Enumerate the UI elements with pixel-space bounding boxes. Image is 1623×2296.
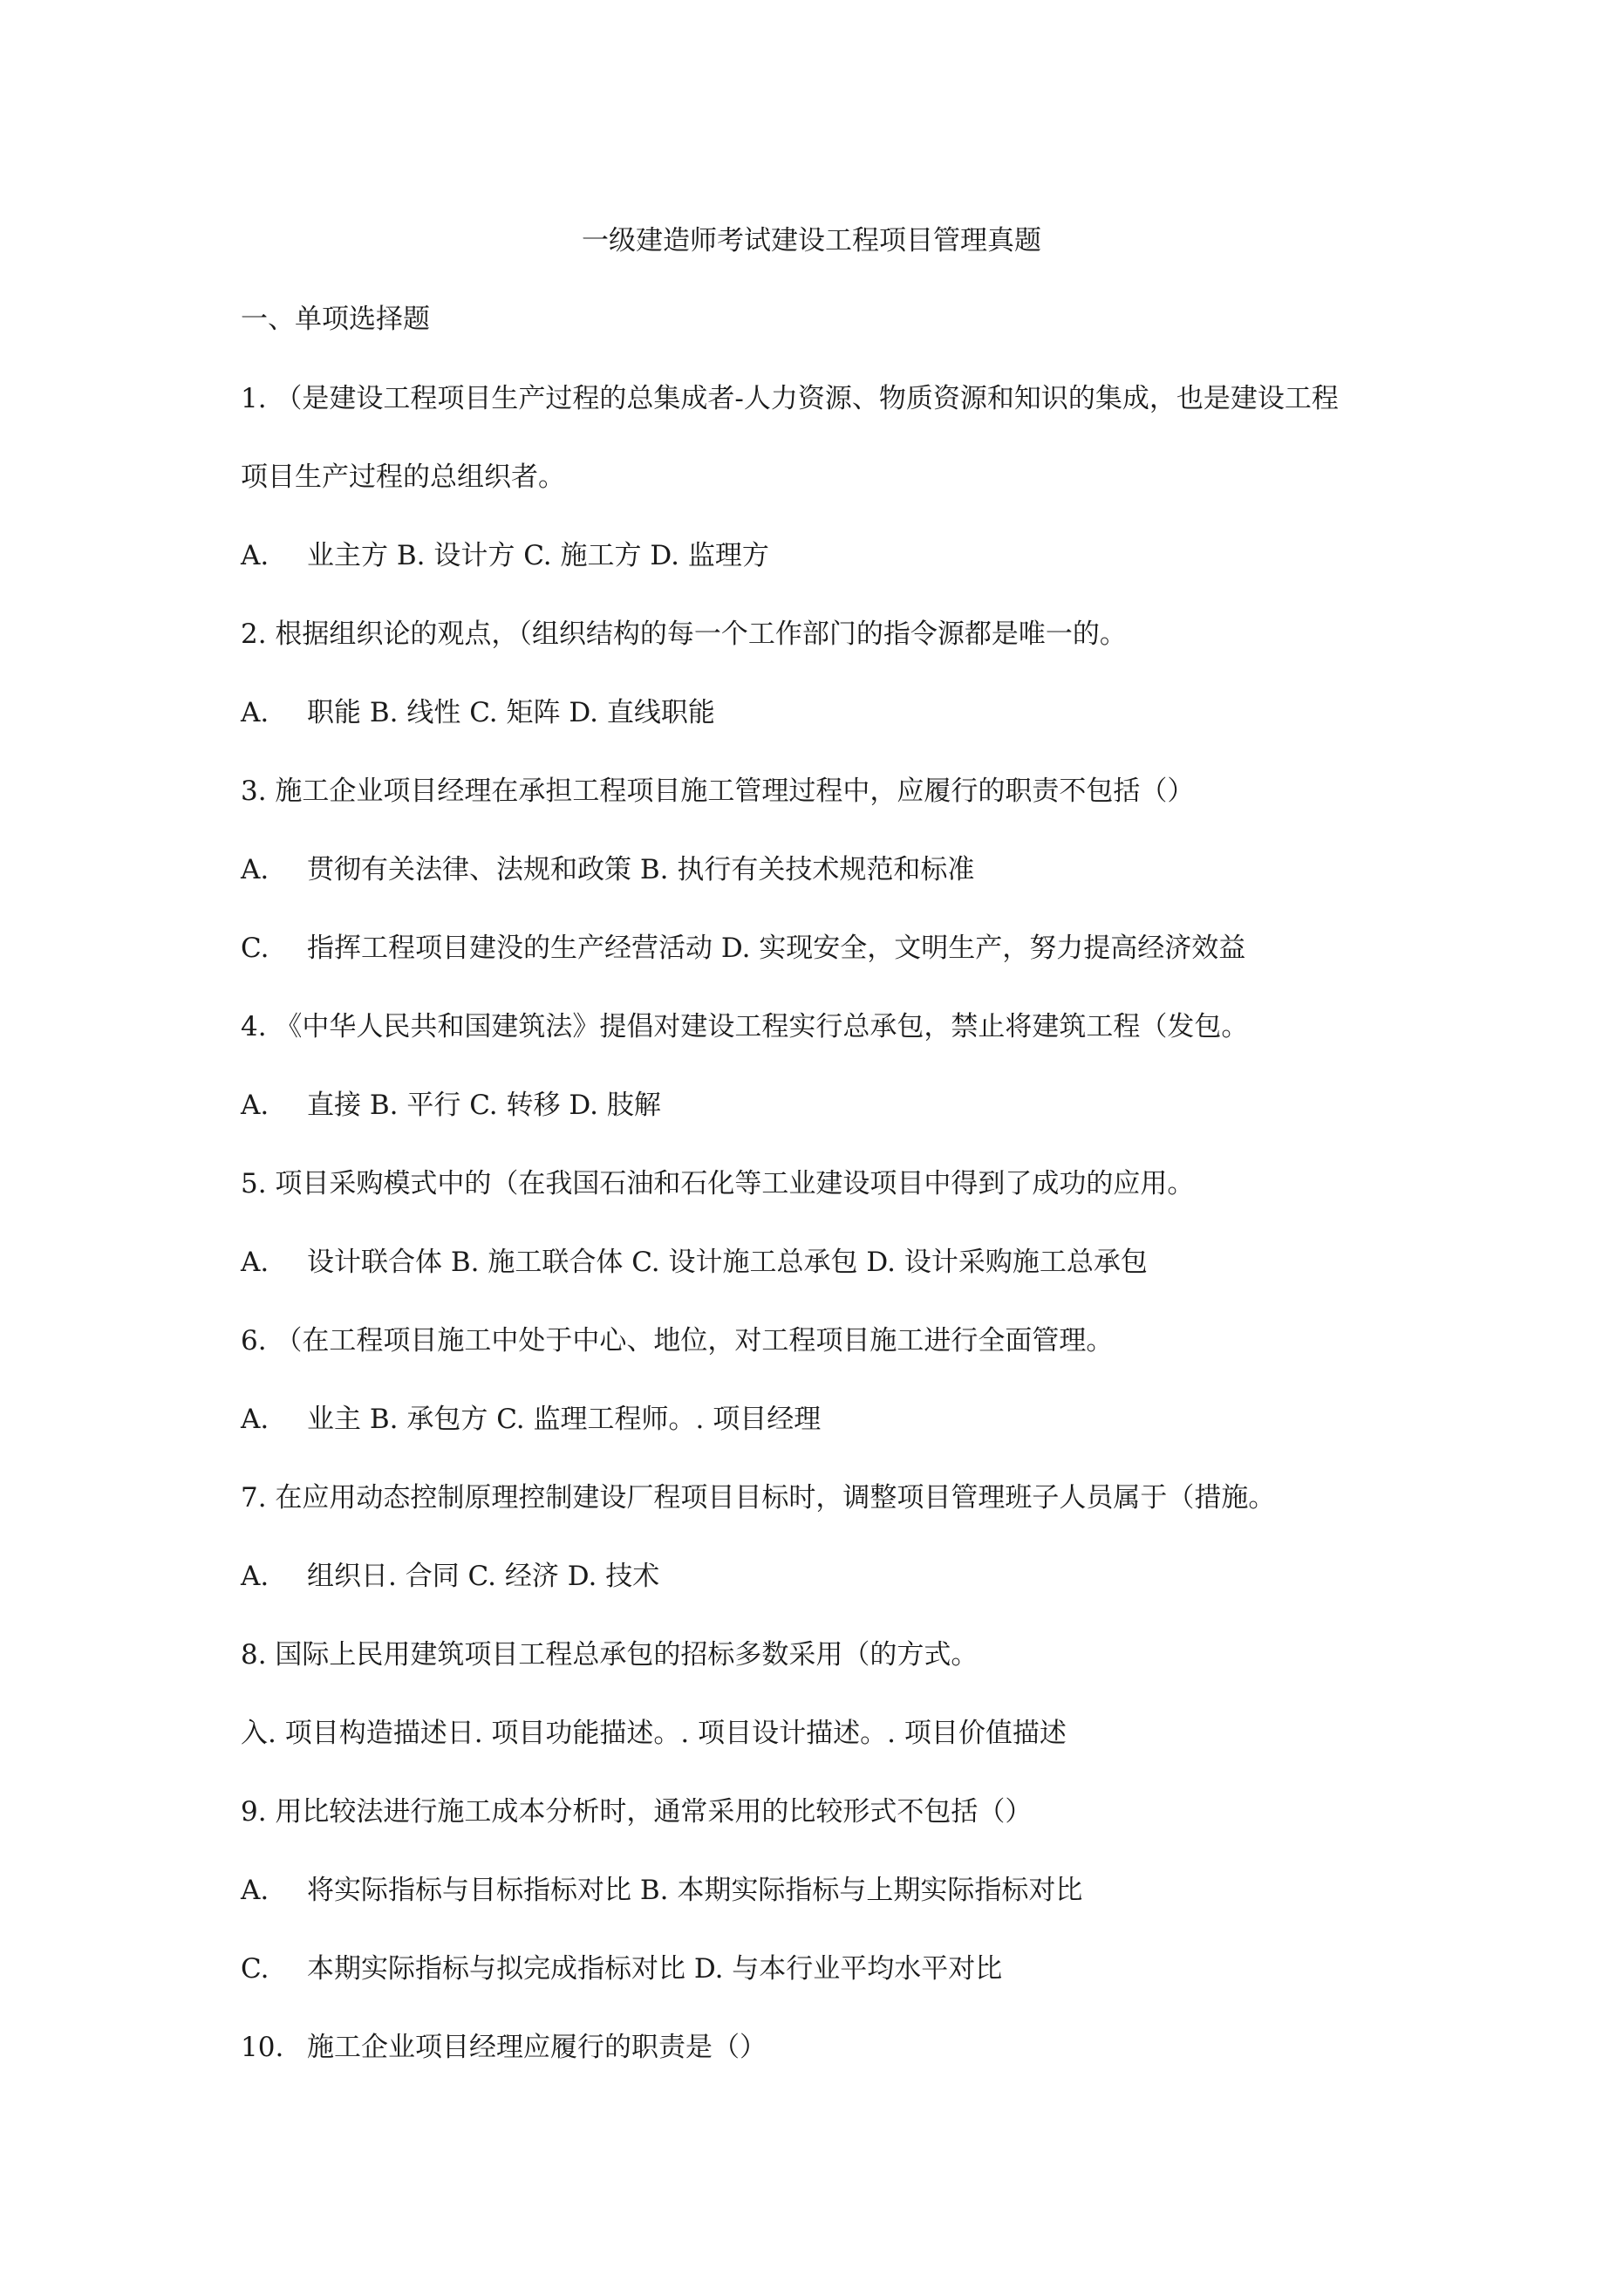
option-label: A.: [241, 697, 269, 728]
question-2-options: [241, 695, 715, 730]
question-1-options: [241, 538, 769, 573]
question-text: 施工企业项目经理应履行的职责是（）: [307, 2032, 767, 2063]
question-number: 10.: [241, 2032, 284, 2063]
section-heading: 一、单项选择题: [241, 304, 430, 335]
question-7-options: [241, 1559, 659, 1594]
question-1-line-1: 1. （是建设工程项目生产过程的总集成者-人力资源、物质资源和知识的集成，也是建设工程: [241, 383, 1339, 414]
option-text: 指挥工程项目建没的生产经营活动 D. 实现安全，文明生产，努力提高经济效益: [307, 933, 1246, 964]
option-text: 贯彻有关法律、法规和政策 B. 执行有关技术规范和标准: [307, 854, 975, 885]
document-title: 一级建造师考试建设工程项目管理真题: [582, 225, 1041, 256]
option-label: A.: [241, 1090, 269, 1121]
option-label: C.: [241, 1953, 269, 1985]
option-label: C.: [241, 933, 269, 964]
option-text: 直接 B. 平行 C. 转移 D. 肢解: [307, 1090, 661, 1121]
question-3-options-cd: [241, 931, 1245, 966]
question-6: 6. （在工程项目施工中处于中心、地位，对工程项目施工进行全面管理。: [241, 1325, 1114, 1356]
option-label: A.: [241, 854, 269, 885]
option-label: A.: [241, 1875, 269, 1906]
option-text: 设计联合体 B. 施工联合体 C. 设计施工总承包 D. 设计采购施工总承包: [307, 1247, 1148, 1278]
option-text: 本期实际指标与拟完成指标对比 D. 与本行业平均水平对比: [307, 1953, 1003, 1985]
question-5: 5. 项目采购模式中的（在我国石油和石化等工业建设项目中得到了成功的应用。: [241, 1168, 1195, 1199]
question-9: 9. 用比较法进行施工成本分析时，通常采用的比较形式不包括（）: [241, 1796, 1033, 1828]
option-label: A.: [241, 540, 269, 571]
option-text: 业主方 B. 设计方 C. 施工方 D. 监理方: [307, 540, 769, 571]
question-8: 8. 国际上民用建筑项目工程总承包的招标多数采用（的方式。: [241, 1639, 979, 1671]
option-text: 将实际指标与目标指标对比 B. 本期实际指标与上期实际指标对比: [307, 1875, 1083, 1906]
question-3-options-ab: [241, 852, 974, 887]
option-text: 职能 B. 线性 C. 矩阵 D. 直线职能: [307, 697, 715, 728]
question-1-line-2: 项目生产过程的总组织者。: [241, 461, 565, 493]
question-6-options: [241, 1402, 821, 1437]
question-5-options: [241, 1245, 1148, 1280]
option-text: 业主 B. 承包方 C. 监理工程师。. 项目经理: [307, 1404, 822, 1435]
question-9-options-ab: [241, 1873, 1082, 1908]
question-2: 2. 根据组织论的观点，（组织结构的每一个工作部门的指令源都是唯一的。: [241, 618, 1127, 650]
question-3: 3. 施工企业项目经理在承担工程项目施工管理过程中，应履行的职责不包括（）: [241, 776, 1195, 807]
option-label: A.: [241, 1404, 269, 1435]
question-7: 7. 在应用动态控制原理控制建设厂程项目目标时，调整项目管理班子人员属于（措施。: [241, 1482, 1276, 1514]
question-9-options-cd: [241, 1951, 1002, 1986]
question-4-options: [241, 1088, 661, 1123]
question-8-options: 入. 项目构造描述日. 项目功能描述。. 项目设计描述。. 项目价值描述: [241, 1718, 1067, 1749]
option-text: 组织日. 合同 C. 经济 D. 技术: [307, 1561, 660, 1592]
question-4: 4. 《中华人民共和国建筑法》提倡对建设工程实行总承包，禁止将建筑工程（发包。: [241, 1011, 1249, 1042]
option-label: A.: [241, 1247, 269, 1278]
option-label: A.: [241, 1561, 269, 1592]
question-10: [241, 2030, 767, 2065]
